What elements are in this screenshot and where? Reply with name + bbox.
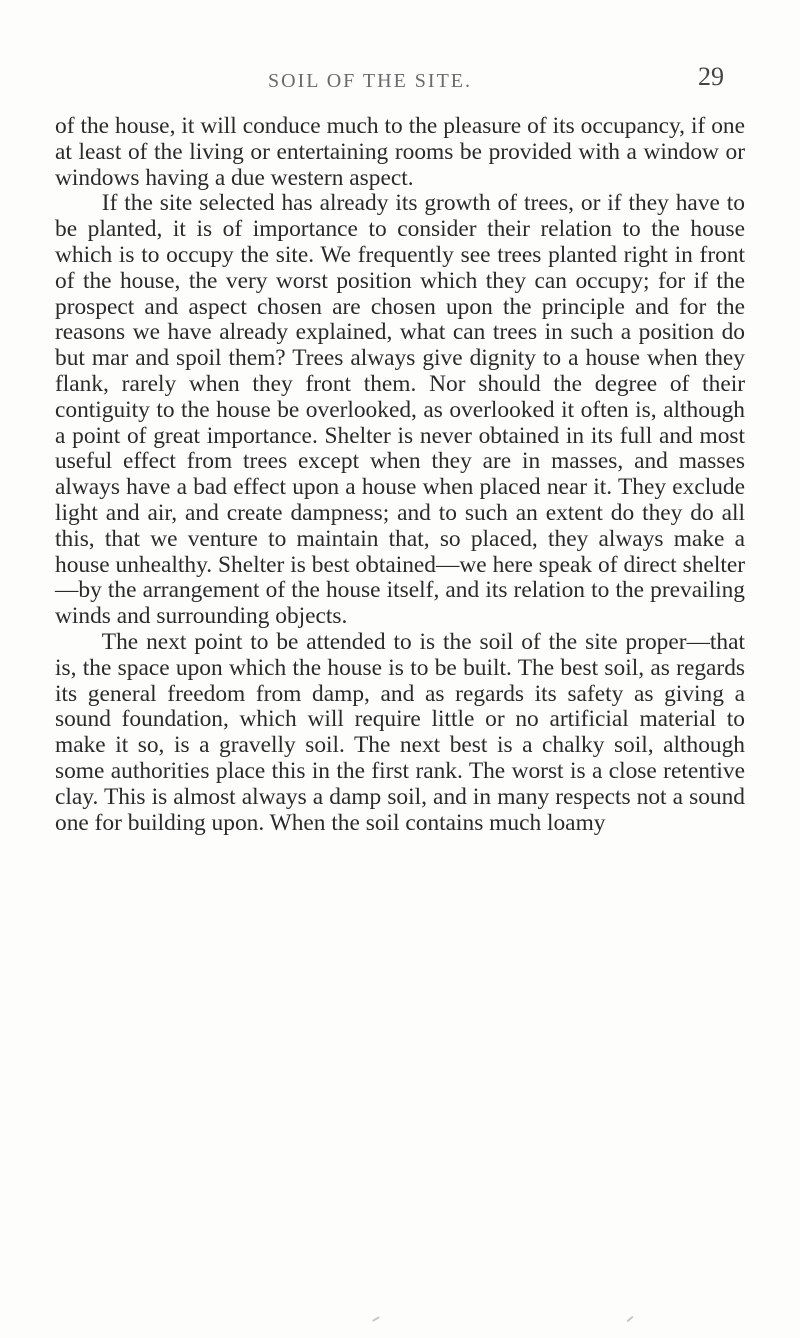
- paragraph: of the house, it will conduce much to the pleasure of its occupancy, if one at least of the living or entertaining rooms be provided with a window or windows having a due western aspect.: [55, 113, 745, 191]
- body-text: [55, 114, 745, 836]
- paragraph: If the site selected has already its growth of trees, or if they have to be planted, it is of importance to consider their relation to the house which is to occupy the site. We frequently see trees planted right in front of the house, the very worst position which they can occupy; for if the prospect and aspect chosen are chosen upon the principle and for the reasons we have already explained, what can trees in such a position do but mar and spoil them? Trees always give dignity to a house when they flank, rarely when they front them. Nor should the degree of their contiguity to the house be overlooked, as overlooked it often is, although a point of great importance. Shelter is never obtained in its full and most useful effect from trees except when they are in masses, and masses always have a bad effect upon a house when placed near it. They exclude light and air, and create dampness; and to such an extent do they do all this, that we venture to maintain that, so placed, they always make a house unhealthy. Shelter is best obtained—we here speak of direct shelter—by the arrangement of the house itself, and its relation to the prevailing winds and surrounding objects.: [55, 190, 745, 630]
- print-speck: [626, 1316, 633, 1323]
- running-head: SOIL OF THE SITE.: [268, 70, 472, 92]
- print-speck: [372, 1316, 380, 1322]
- paragraph: The next point to be attended to is the soil of the site proper—that is, the space upon which the house is to be built. The best soil, as regards its general freedom from damp, and as regards its safety as giving a sound foundation, which will require little or no artificial material to make it so, is a gravelly soil. The next best is a chalky soil, although some authorities place this in the first rank. The worst is a close retentive clay. This is almost always a damp soil, and in many respects not a sound one for building upon. When the soil contains much loamy: [55, 628, 745, 836]
- page-number: 29: [698, 62, 724, 91]
